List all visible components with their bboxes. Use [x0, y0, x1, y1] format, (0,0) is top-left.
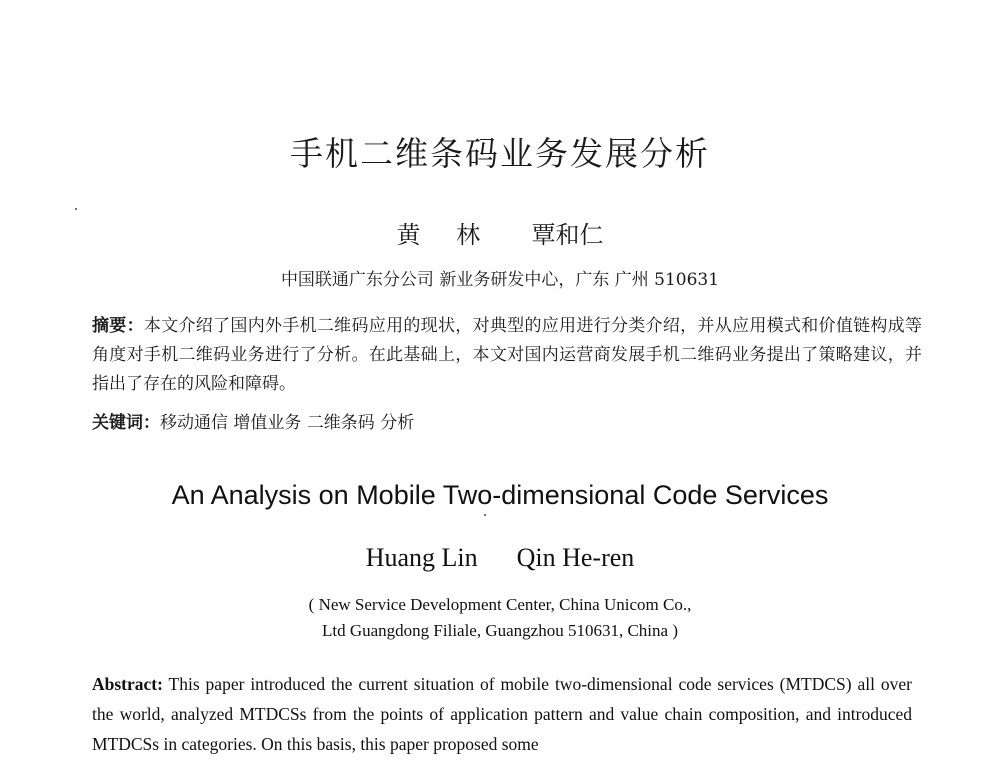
english-author-1: Huang Lin — [365, 543, 478, 572]
chinese-keywords-text: 移动通信 增值业务 二维条码 分析 — [160, 413, 415, 433]
english-affiliation-line-1: ( New Service Development Center, China Unicom Co., — [308, 595, 692, 614]
english-affiliation — [0, 592, 1000, 644]
chinese-author-2: 覃和仁 — [531, 221, 604, 249]
english-title: An Analysis on Mobile Two-dimensional Code Services — [171, 480, 829, 510]
english-abstract-text: This paper introduced the current situation of mobile two-dimensional code services (MTDCS) all over the world, analyzed MTDCSs from the points of application pattern and value chain composition, and introduced MTDCSs in categories. On this basis, this paper proposed some — [92, 674, 912, 754]
chinese-abstract — [92, 312, 922, 399]
chinese-affiliation: 中国联通广东分公司 新业务研发中心，广东 广州 510631 — [280, 270, 720, 290]
chinese-title: 手机二维条码业务发展分析 — [290, 134, 710, 173]
chinese-abstract-text: 本文介绍了国内外手机二维码应用的现状，对典型的应用进行分类介绍，并从应用模式和价值链构成等角度对手机二维码业务进行了分析。在此基础上，本文对国内运营商发展手机二维码业务提出了策略建议，并指出了存在的风险和障碍。 — [92, 316, 923, 394]
chinese-keywords — [92, 409, 922, 438]
chinese-author-1: 黄 林 — [396, 221, 495, 249]
scan-speck — [484, 514, 486, 516]
chinese-abstract-label: 摘要： — [92, 316, 144, 336]
english-authors — [0, 543, 1000, 573]
english-author-2: Qin He-ren — [516, 543, 635, 572]
chinese-authors — [0, 215, 1000, 250]
english-abstract-label: Abstract: — [92, 674, 163, 694]
english-affiliation-line-2: Ltd Guangdong Filiale, Guangzhou 510631, China ) — [321, 621, 678, 640]
chinese-keywords-label: 关键词： — [92, 413, 160, 433]
scan-speck — [75, 208, 77, 210]
english-abstract — [92, 669, 912, 759]
